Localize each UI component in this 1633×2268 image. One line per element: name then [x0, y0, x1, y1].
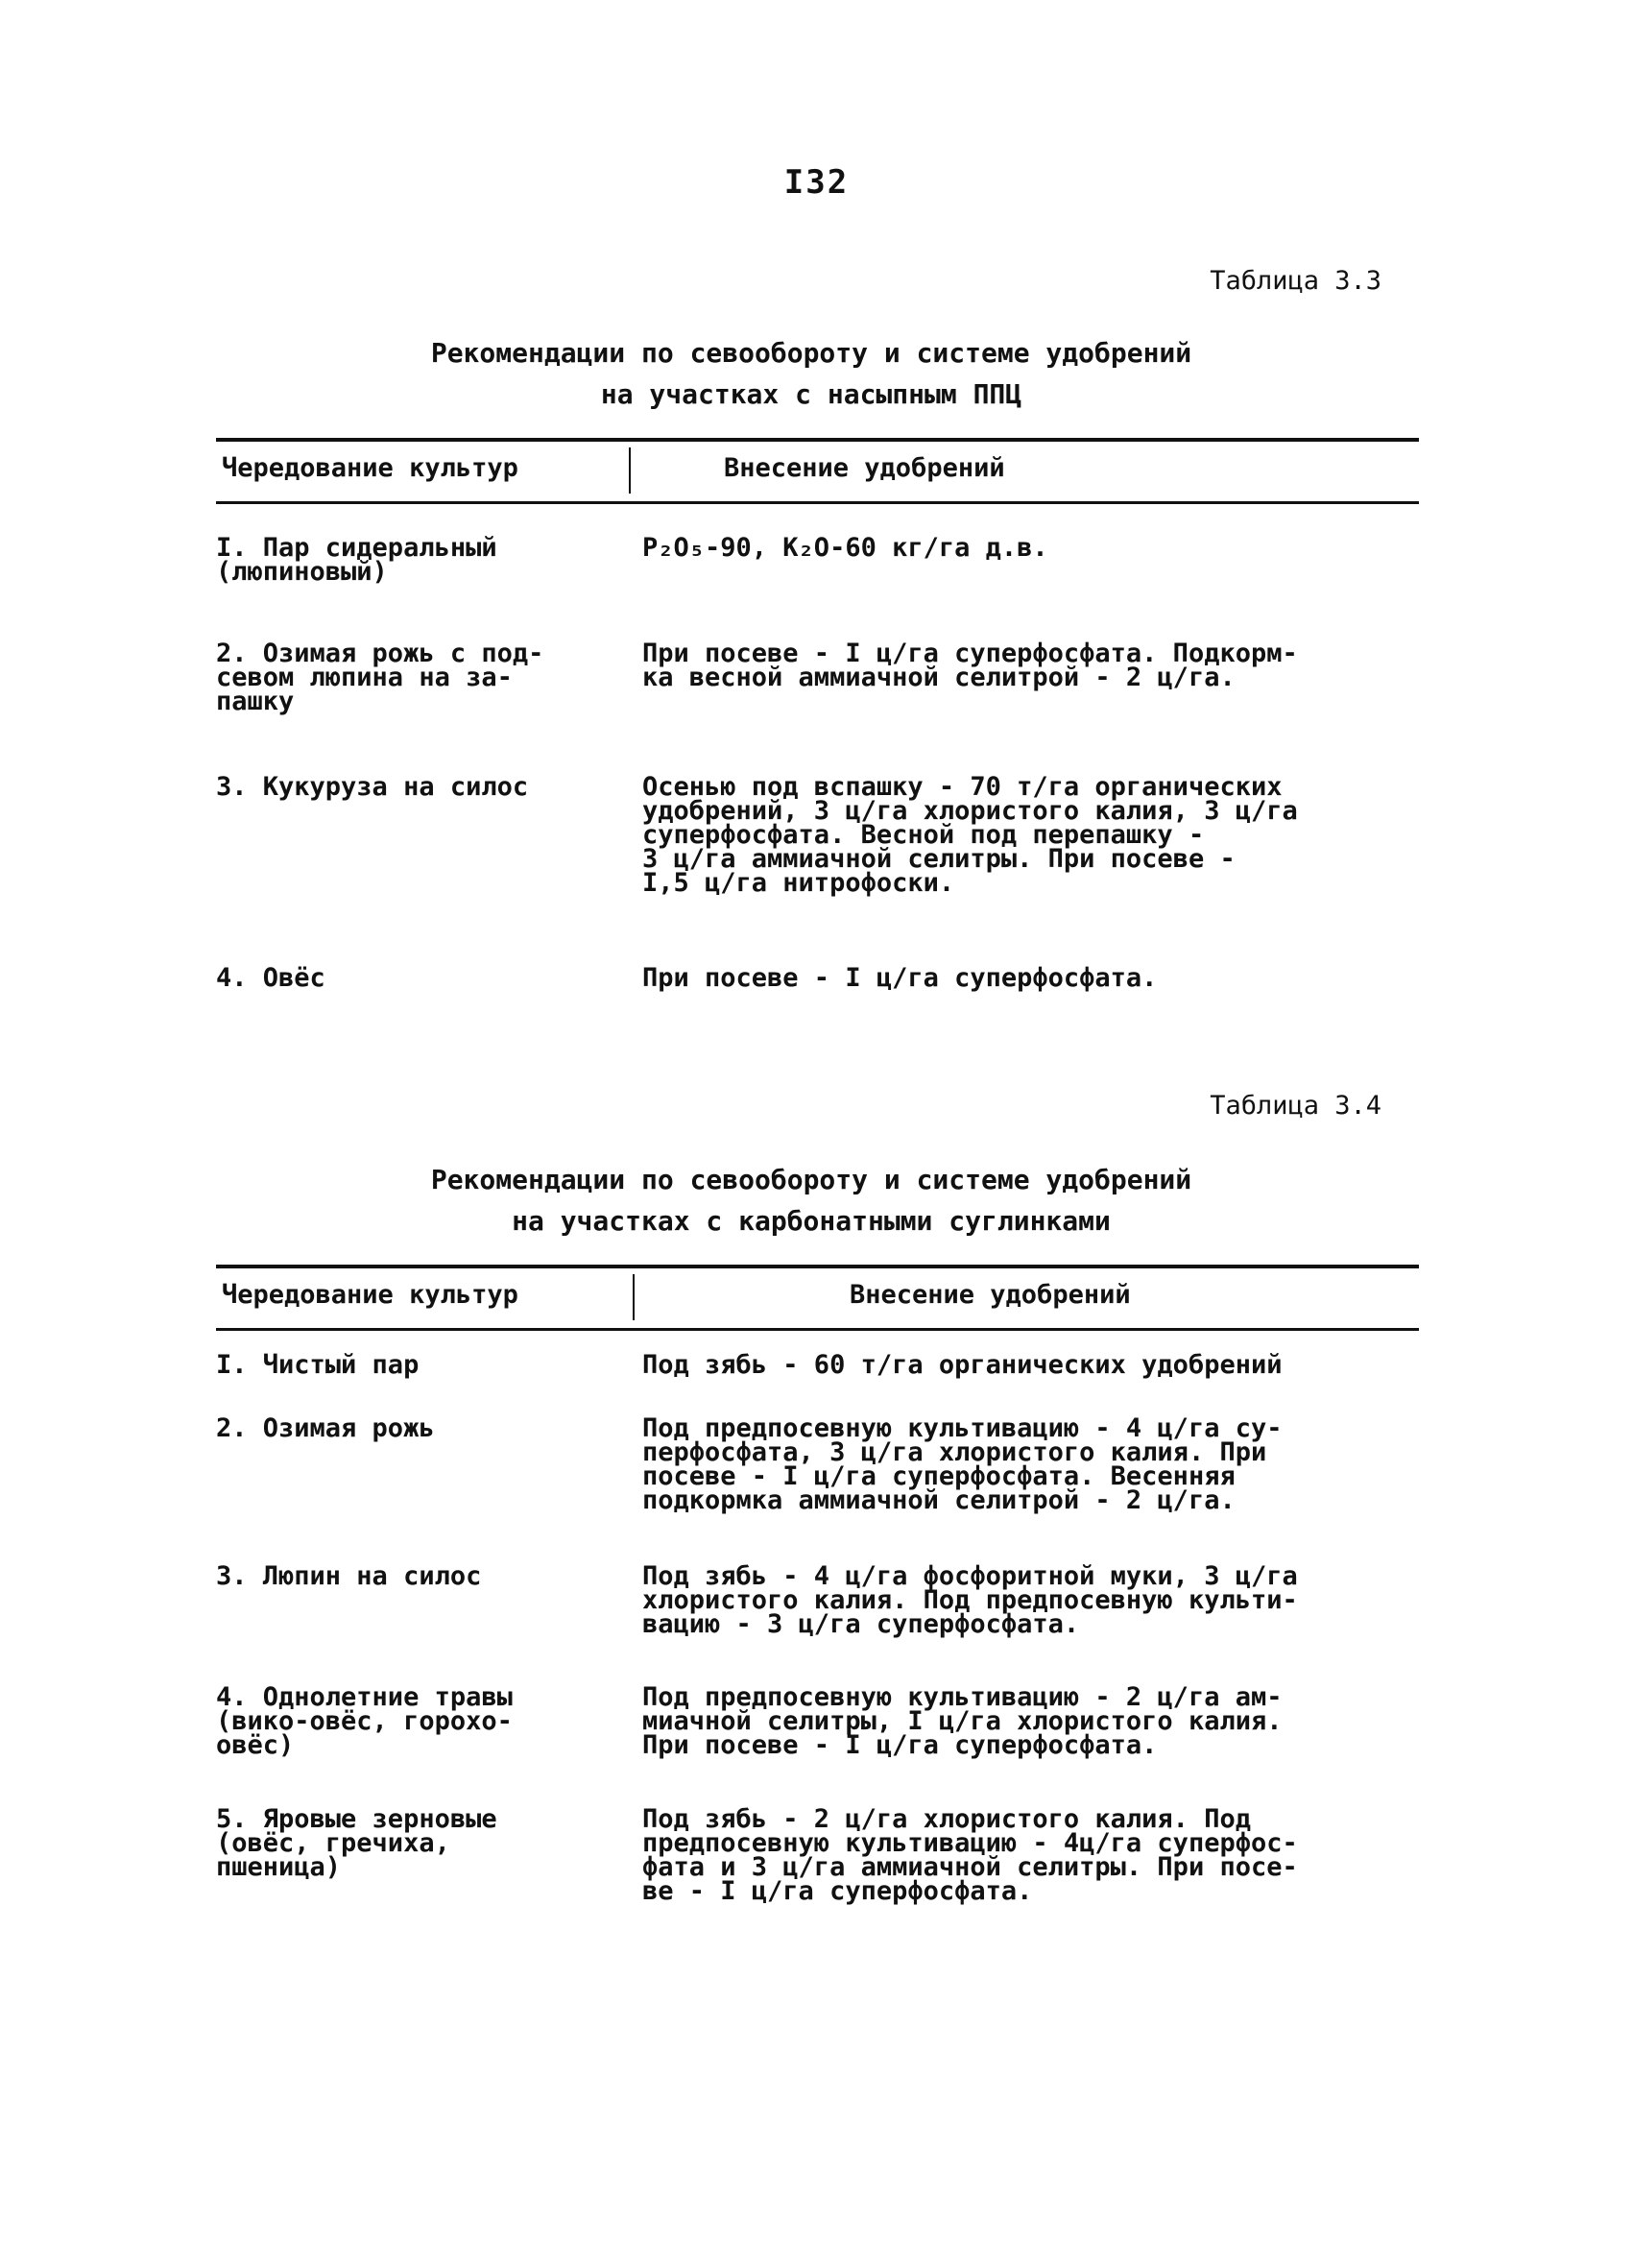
fertilizer-cell: Осенью под вспашку - 70 т/га органических удобрений, 3 ц/га хлористого калия, 3 ц/га суперфосфата. Весной под перепашку - 3 ц/га аммиачной селитры. При посеве - I,5 ц/га нитрофоски. — [642, 772, 1298, 898]
fertilizer-cell: Под предпосевную культивацию - 4 ц/га су- перфосфата, 3 ц/га хлористого калия. При посеве - I ц/га суперфосфата. Весенняя подкормка аммиачной селитрой - 2 ц/га. — [642, 1413, 1283, 1515]
crop-cell: 2. Озимая рожь — [216, 1413, 435, 1443]
table-3-4-title-line2: на участках с карбонатными суглинками — [512, 1205, 1111, 1237]
table-3-3-title — [216, 332, 1406, 415]
fertilizer-cell: P₂O₅-90, K₂O-60 кг/га д.в. — [642, 533, 1048, 563]
crop-cell: I. Пар сидеральный (люпиновый) — [216, 533, 497, 587]
table-3-3-top-rule — [216, 438, 1419, 442]
page-number: I32 — [783, 163, 850, 202]
table-3-4-header-rule — [216, 1328, 1419, 1331]
table-3-4-title — [216, 1159, 1406, 1242]
table-3-4 — [216, 1265, 1419, 1956]
fertilizer-cell: Под зябь - 60 т/га органических удобрений — [642, 1350, 1283, 1380]
table-3-4-label: Таблица 3.4 — [1210, 1091, 1381, 1121]
fertilizer-cell: Под зябь - 4 ц/га фосфоритной муки, 3 ц/га хлористого калия. Под предпосевную культи- вацию - 3 ц/га суперфосфата. — [642, 1561, 1298, 1639]
table-3-3-header-separator — [629, 447, 631, 494]
table-3-4-title-line1: Рекомендации по севообороту и системе удобрений — [430, 1164, 1192, 1195]
table-3-3-header-crops: Чередование культур — [222, 453, 518, 483]
table-3-3-label: Таблица 3.3 — [1210, 266, 1381, 296]
table-3-3-title-line1: Рекомендации по севообороту и системе удобрений — [430, 337, 1192, 369]
crop-cell: 3. Люпин на силос — [216, 1561, 482, 1591]
table-3-3-title-line2: на участках с насыпным ППЦ — [600, 378, 1022, 410]
crop-cell: I. Чистый пар — [216, 1350, 420, 1380]
fertilizer-cell: Под предпосевную культивацию - 2 ц/га ам- миачной селитры, I ц/га хлористого калия. При посеве - I ц/га суперфосфата. — [642, 1682, 1283, 1760]
table-3-4-header-crops: Чередование культур — [222, 1280, 518, 1310]
table-3-4-header-fertilizer: Внесение удобрений — [850, 1280, 1131, 1310]
crop-cell: 2. Озимая рожь с под- севом люпина на за- пашку — [216, 639, 544, 716]
fertilizer-cell: При посеве - I ц/га суперфосфата. — [642, 963, 1158, 993]
table-3-4-top-rule — [216, 1265, 1419, 1268]
crop-cell: 3. Кукуруза на силос — [216, 772, 529, 802]
crop-cell: 4. Овёс — [216, 963, 325, 993]
table-3-3 — [216, 438, 1419, 1014]
crop-cell: 5. Яровые зерновые (овёс, гречиха, пшеница) — [216, 1804, 497, 1882]
table-3-3-header-rule — [216, 501, 1419, 504]
table-3-4-header-separator — [633, 1274, 635, 1320]
fertilizer-cell: Под зябь - 2 ц/га хлористого калия. Под предпосевную культивацию - 4ц/га суперфос- фата и 3 ц/га аммиачной селитры. При посе- ве - I ц/га суперфосфата. — [642, 1804, 1298, 1906]
fertilizer-cell: При посеве - I ц/га суперфосфата. Подкорм- ка весной аммиачной селитрой - 2 ц/га. — [642, 639, 1298, 692]
table-3-3-header-fertilizer: Внесение удобрений — [724, 453, 1005, 483]
crop-cell: 4. Однолетние травы (вико-овёс, горохо- овёс) — [216, 1682, 513, 1760]
